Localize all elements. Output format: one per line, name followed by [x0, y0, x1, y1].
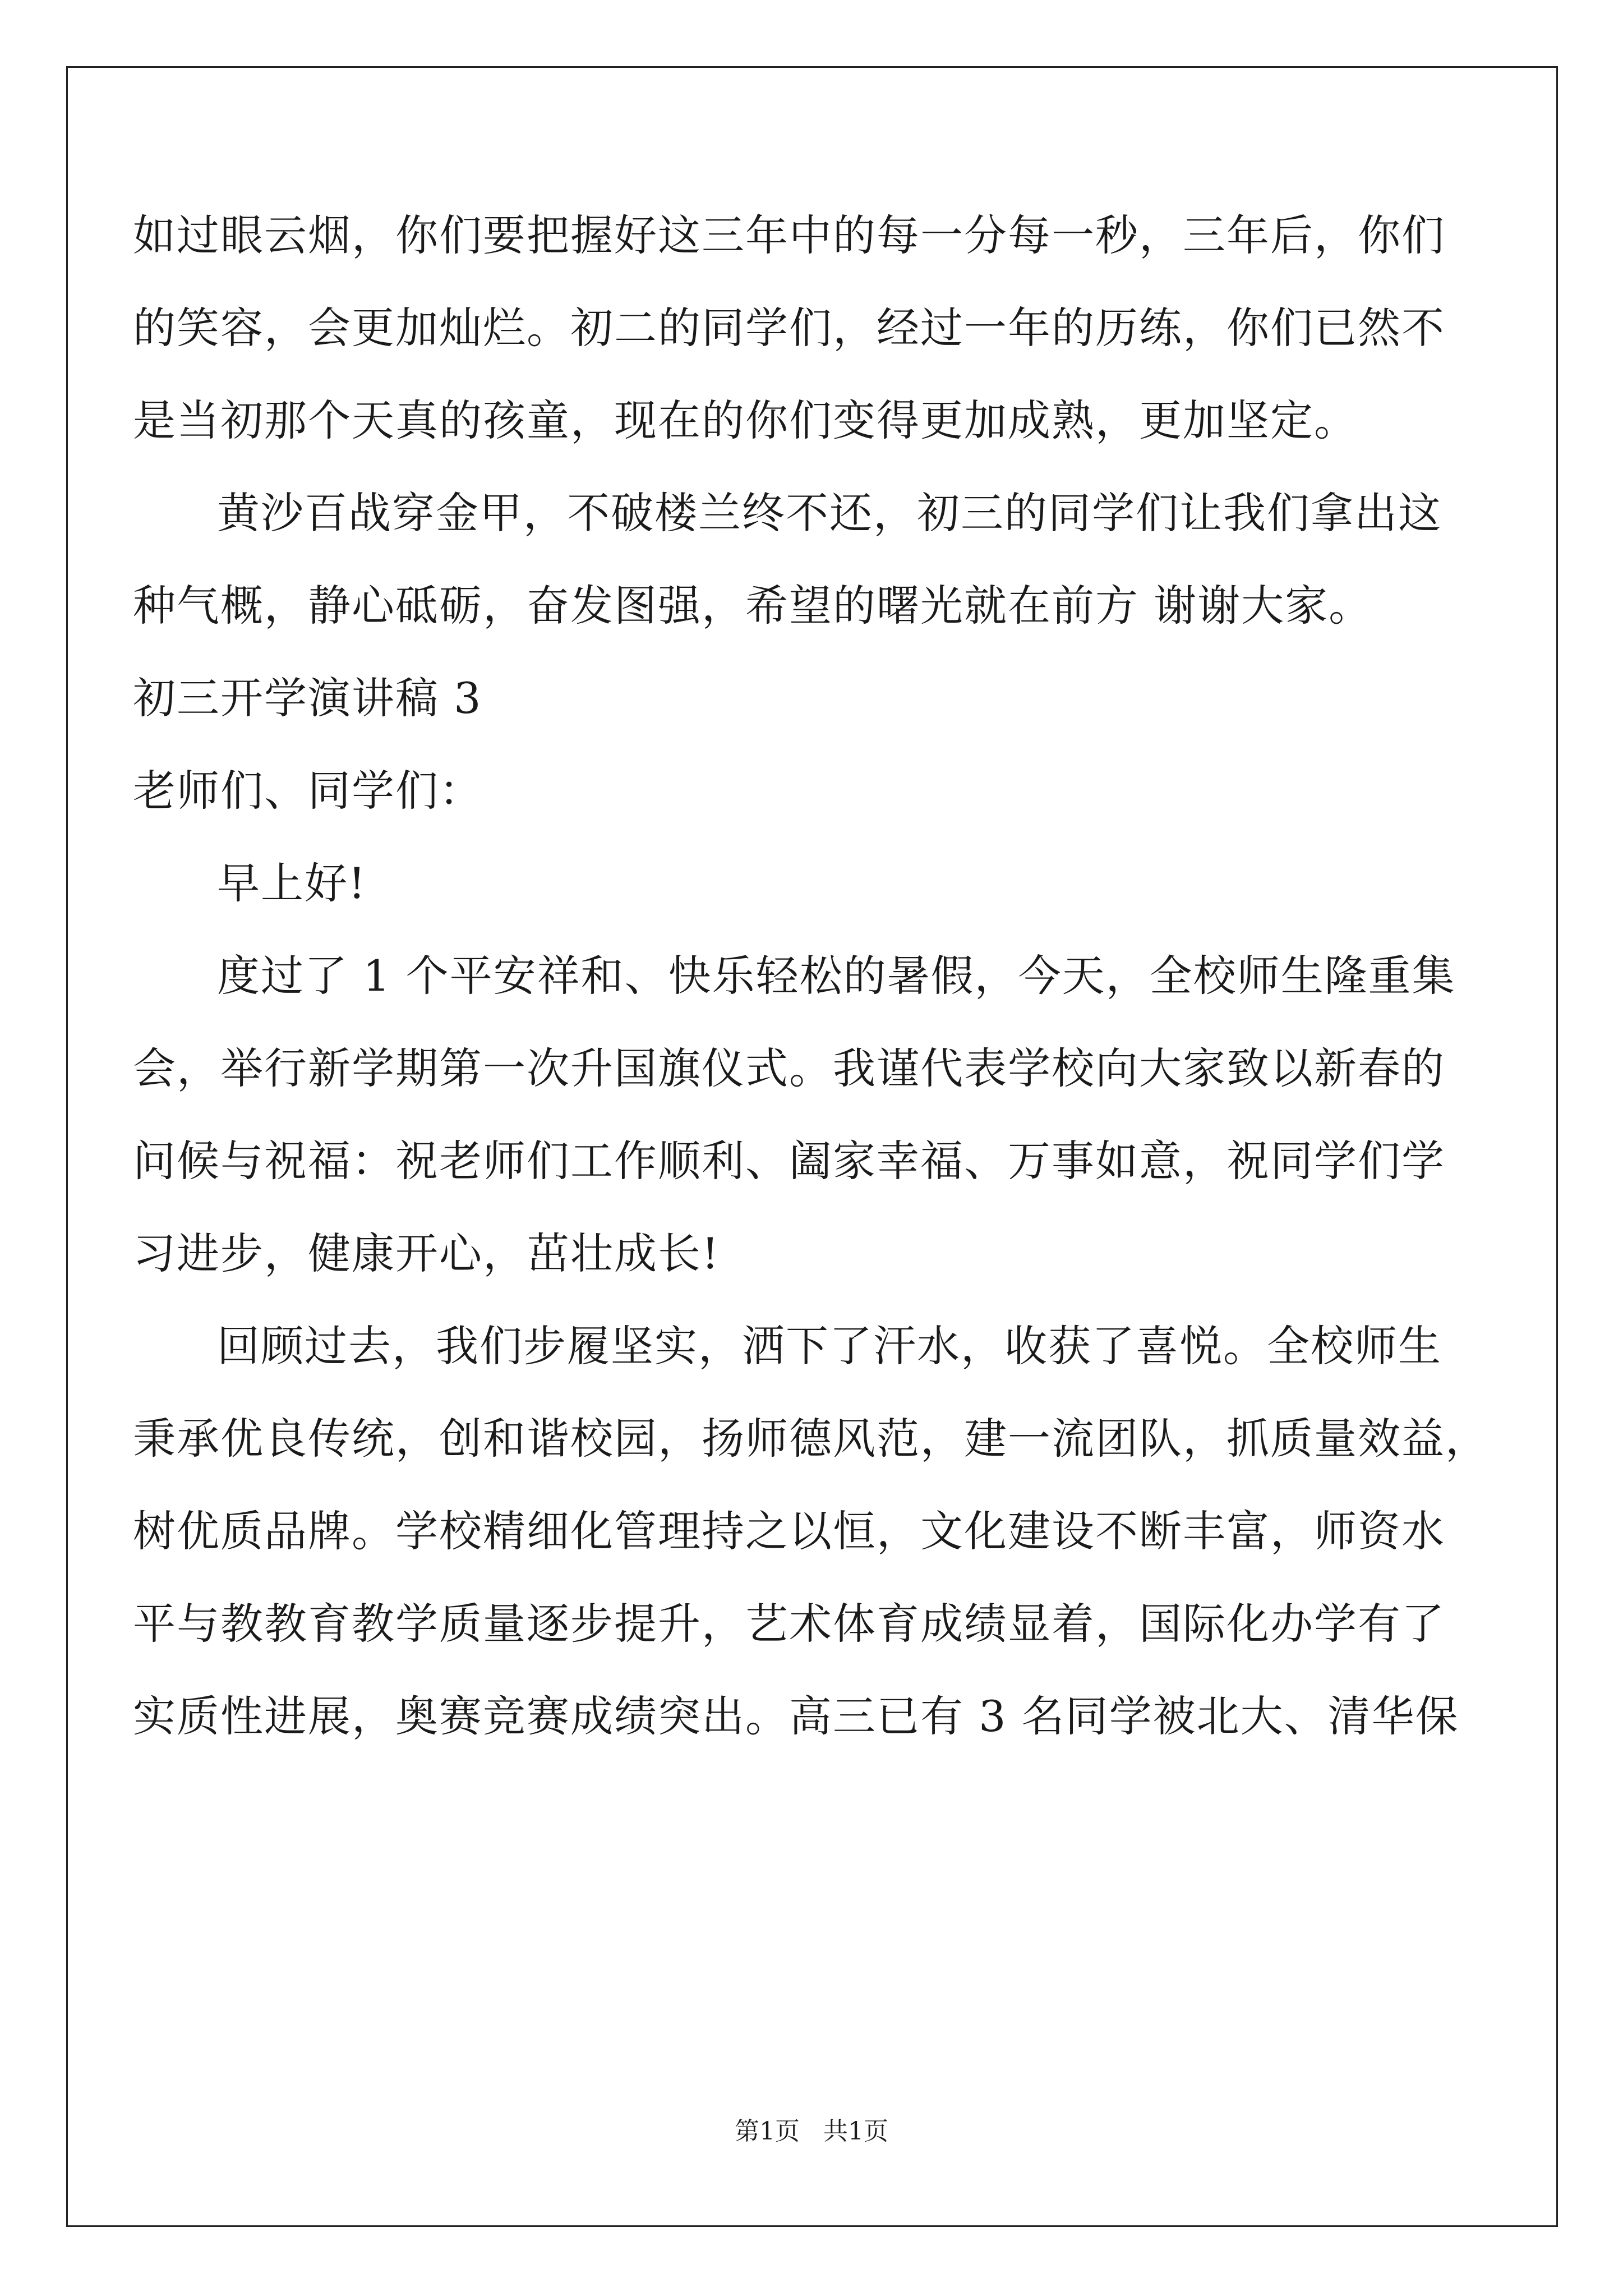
paragraph-line: 的笑容，会更加灿烂。初二的同学们，经过一年的历练，你们已然不 — [133, 303, 1445, 353]
paragraph-line: 习进步，健康开心，茁壮成长! — [133, 1228, 720, 1278]
paragraph-line: 回顾过去，我们步履坚实，洒下了汗水，收获了喜悦。全校师生 — [217, 1321, 1442, 1371]
paragraph-line: 度过了 1 个平安祥和、快乐轻松的暑假，今天，全校师生隆重集 — [217, 951, 1456, 1001]
salutation: 老师们、同学们： — [133, 766, 483, 816]
paragraph-line: 是当初那个天真的孩童，现在的你们变得更加成熟，更加坚定。 — [133, 395, 1358, 445]
page-footer: 第1页 共1页 — [735, 2117, 888, 2146]
paragraph-line: 种气概，静心砥砺，奋发图强，希望的曙光就在前方 谢谢大家。 — [133, 581, 1373, 631]
paragraph-line: 如过眼云烟，你们要把握好这三年中的每一分每一秒，三年后，你们 — [133, 210, 1445, 260]
paragraph-line: 平与教教育教学质量逐步提升，艺术体育成绩显着，国际化办学有了 — [133, 1599, 1445, 1649]
paragraph-line: 树优质品牌。学校精细化管理持之以恒，文化建设不断丰富，师资水 — [133, 1506, 1445, 1556]
paragraph-line: 会，举行新学期第一次升国旗仪式。我谨代表学校向大家致以新春的 — [133, 1043, 1445, 1093]
greeting: 早上好! — [217, 858, 367, 908]
paragraph-line: 秉承优良传统，创和谐校园，扬师德风范，建一流团队，抓质量效益， — [133, 1414, 1489, 1464]
paragraph-line: 问候与祝福：祝老师们工作顺利、阖家幸福、万事如意，祝同学们学 — [133, 1136, 1445, 1186]
paragraph-line: 实质性进展，奥赛竞赛成绩突出。高三已有 3 名同学被北大、清华保 — [133, 1691, 1459, 1741]
section-heading: 初三开学演讲稿 3 — [133, 673, 482, 723]
paragraph-line: 黄沙百战穿金甲，不破楼兰终不还，初三的同学们让我们拿出这 — [217, 488, 1442, 538]
